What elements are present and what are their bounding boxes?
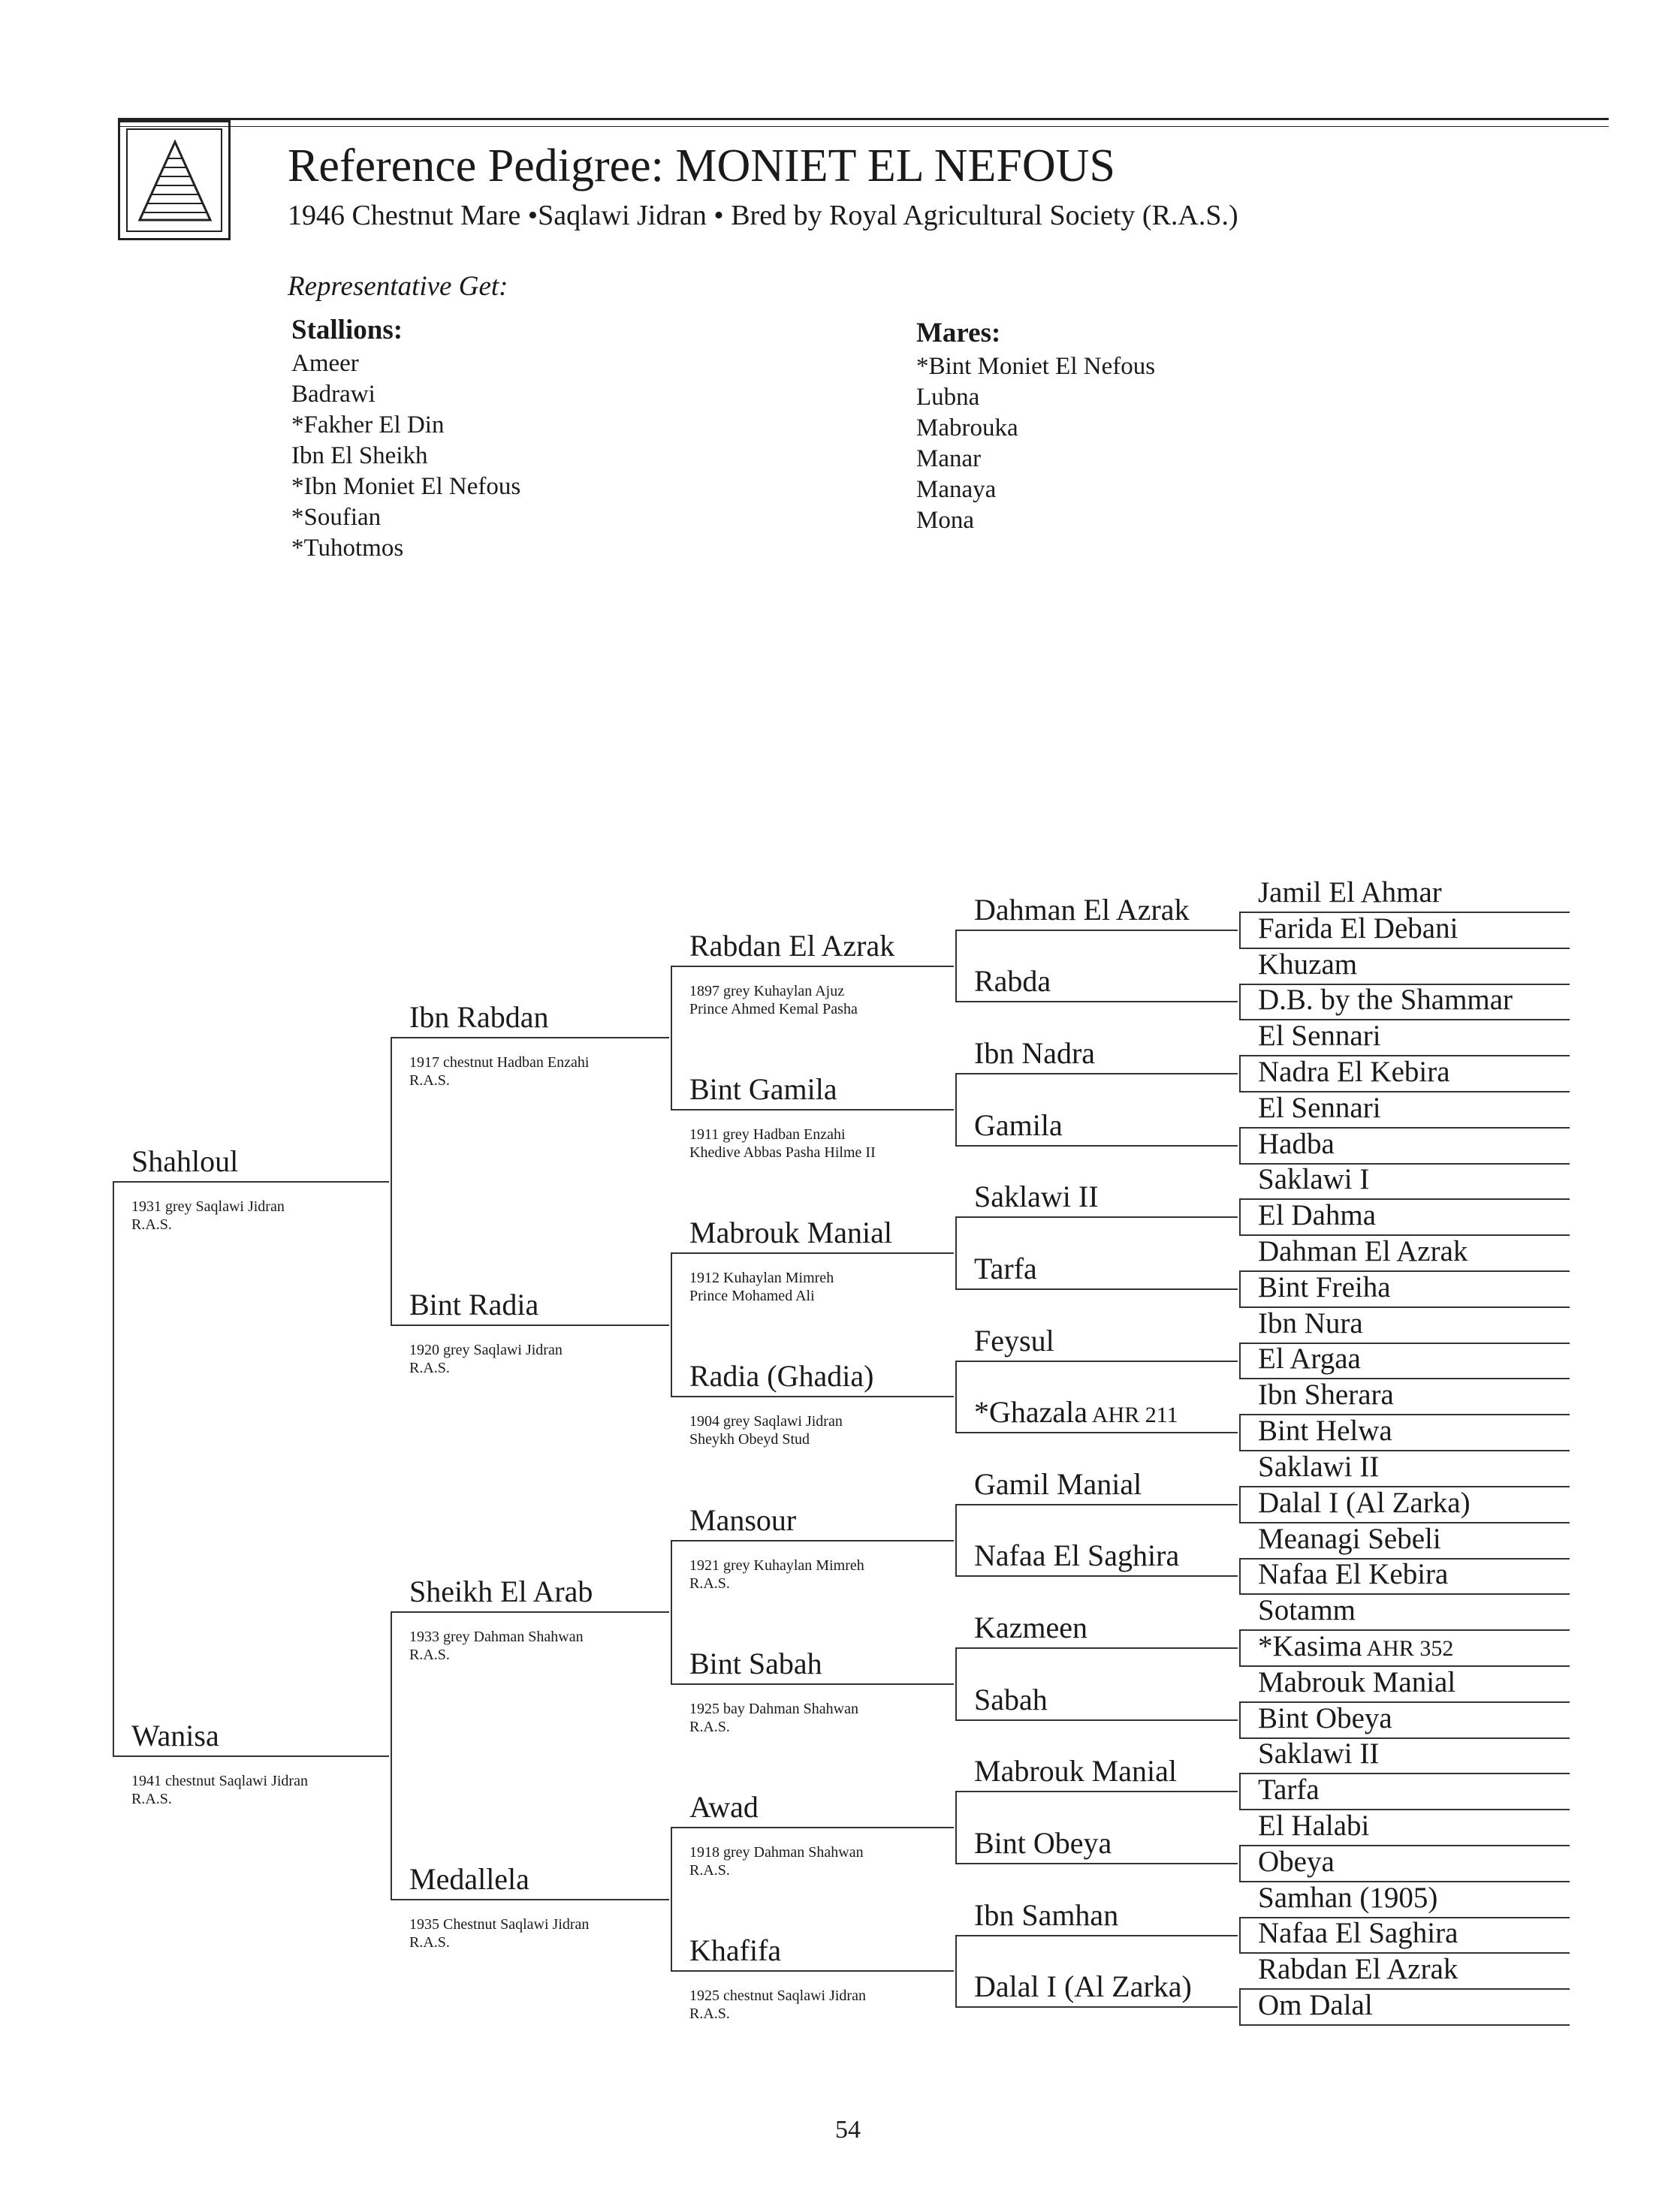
pedigree-horse-name bbox=[1258, 1344, 1361, 1373]
horse-name-text: Saklawi II bbox=[1258, 1737, 1380, 1770]
horse-name-text: Ibn Nadra bbox=[974, 1036, 1096, 1070]
pedigree-horse-name bbox=[1258, 1237, 1467, 1266]
detail-line: R.A.S. bbox=[689, 1719, 730, 1735]
pedigree-horse-name bbox=[1258, 1057, 1450, 1086]
pedigree-connector-line bbox=[955, 1935, 1238, 1936]
horse-name-text: Bint Freiha bbox=[1258, 1271, 1391, 1303]
registration-suffix: AHR 211 bbox=[1087, 1403, 1178, 1427]
pedigree-horse-detail bbox=[689, 1126, 876, 1162]
page-number: 54 bbox=[835, 2116, 861, 2144]
list-item: Badrawi bbox=[291, 381, 376, 408]
pedigree-connector-line bbox=[955, 1288, 1238, 1290]
horse-name-text: Ibn Nura bbox=[1258, 1307, 1363, 1340]
detail-line: 1941 chestnut Saqlawi Jidran bbox=[131, 1773, 308, 1789]
list-item: *Fakher El Din bbox=[291, 411, 445, 438]
detail-line: 1925 chestnut Saqlawi Jidran bbox=[689, 1987, 866, 2004]
pedigree-horse-detail bbox=[131, 1772, 308, 1808]
pedigree-horse-name bbox=[974, 1969, 1192, 2003]
pedigree-horse-name bbox=[974, 1756, 1177, 1786]
pedigree-horse-name bbox=[1258, 1918, 1458, 1948]
detail-line: R.A.S. bbox=[131, 1216, 172, 1233]
horse-name-text: Saklawi II bbox=[1258, 1451, 1380, 1483]
horse-name-text: Rabdan El Azrak bbox=[689, 929, 895, 963]
horse-name-text: Tarfa bbox=[974, 1252, 1037, 1285]
list-item: *Bint Moniet El Nefous bbox=[916, 353, 1156, 380]
list-item: *Ibn Moniet El Nefous bbox=[291, 473, 521, 500]
pedigree-horse-name bbox=[1258, 878, 1442, 907]
pedigree-horse-name bbox=[689, 1505, 796, 1535]
header-rule-thin bbox=[118, 126, 1609, 127]
pedigree-horse-detail bbox=[409, 1341, 563, 1377]
horse-name-text: Mabrouk Manial bbox=[1258, 1666, 1456, 1698]
pedigree-horse-name bbox=[409, 1002, 549, 1032]
pedigree-connector-line bbox=[1239, 1629, 1241, 1667]
pedigree-connector-line bbox=[955, 1504, 1238, 1505]
detail-line: 1920 grey Saqlawi Jidran bbox=[409, 1342, 563, 1358]
representative-get-label: Representative Get: bbox=[288, 271, 508, 302]
horse-name-text: Nafaa El Saghira bbox=[1258, 1917, 1458, 1949]
pedigree-connector-line bbox=[955, 1647, 957, 1721]
pedigree-horse-name bbox=[1258, 1380, 1394, 1409]
horse-name-text: *Ghazala bbox=[974, 1395, 1088, 1429]
list-item: Lubna bbox=[916, 384, 980, 411]
horse-name-text: Ibn Samhan bbox=[974, 1898, 1119, 1932]
horse-name-text: Dahman El Azrak bbox=[974, 893, 1190, 927]
pedigree-horse-name bbox=[689, 1074, 837, 1104]
detail-line: R.A.S. bbox=[409, 1647, 450, 1663]
horse-name-text: Dalal I (Al Zarka) bbox=[974, 1969, 1192, 2003]
horse-name-text: Dahman El Azrak bbox=[1258, 1235, 1468, 1267]
pedigree-horse-name bbox=[974, 1326, 1054, 1356]
pedigree-connector-line bbox=[113, 1181, 389, 1183]
pedigree-connector-line bbox=[955, 1145, 1238, 1147]
pedigree-horse-name bbox=[1258, 1416, 1392, 1445]
horse-name-text: Mansour bbox=[689, 1503, 797, 1537]
horse-name-text: Jamil El Ahmar bbox=[1258, 876, 1442, 909]
horse-name-text: Khafifa bbox=[689, 1933, 782, 1967]
detail-line: 1911 grey Hadban Enzahi bbox=[689, 1126, 846, 1143]
list-item: Mona bbox=[916, 507, 974, 534]
horse-name-text: Rabdan El Azrak bbox=[1258, 1953, 1458, 1985]
horse-name-text: El Argaa bbox=[1258, 1343, 1361, 1375]
horse-name-text: Hadba bbox=[1258, 1128, 1335, 1160]
pedigree-horse-name bbox=[1258, 1954, 1458, 1984]
horse-name-text: Samhan (1905) bbox=[1258, 1882, 1438, 1914]
pedigree-horse-name bbox=[1258, 1739, 1379, 1768]
pedigree-connector-line bbox=[671, 1252, 954, 1254]
list-item: *Tuhotmos bbox=[291, 535, 404, 562]
mares-list bbox=[916, 351, 1155, 536]
pedigree-horse-detail bbox=[409, 1915, 589, 1951]
horse-name-text: Kazmeen bbox=[974, 1611, 1088, 1644]
pedigree-horse-name bbox=[1258, 1093, 1381, 1123]
detail-line: Prince Mohamed Ali bbox=[689, 1288, 815, 1304]
pedigree-connector-line bbox=[1239, 1486, 1241, 1523]
pedigree-connector-line bbox=[113, 1755, 389, 1757]
horse-name-text: Meanagi Sebeli bbox=[1258, 1523, 1441, 1555]
pedigree-connector-line bbox=[955, 930, 1238, 931]
pedigree-horse-name bbox=[131, 1721, 219, 1751]
pedigree-horse-name bbox=[409, 1577, 593, 1607]
pedigree-connector-line bbox=[671, 1540, 672, 1685]
pedigree-connector-line bbox=[1239, 1343, 1241, 1379]
list-item: *Soufian bbox=[291, 504, 382, 531]
list-item: Manar bbox=[916, 445, 982, 472]
pedigree-connector-line bbox=[955, 1504, 957, 1577]
horse-name-text: Gamila bbox=[974, 1108, 1063, 1142]
horse-name-text: Bint Sabah bbox=[689, 1647, 822, 1680]
pedigree-connector-line bbox=[671, 1396, 954, 1397]
list-item: Ameer bbox=[291, 350, 359, 377]
pedigree-horse-name bbox=[1258, 1883, 1437, 1912]
pedigree-horse-detail bbox=[689, 982, 858, 1018]
detail-line: 1933 grey Dahman Shahwan bbox=[409, 1629, 584, 1645]
pedigree-connector-line bbox=[955, 1216, 1238, 1218]
pedigree-connector-line bbox=[391, 1037, 669, 1038]
detail-line: R.A.S. bbox=[409, 1360, 450, 1376]
horse-name-text: Wanisa bbox=[131, 1719, 219, 1752]
detail-line: 1897 grey Kuhaylan Ajuz bbox=[689, 983, 845, 999]
pedigree-connector-line bbox=[955, 2006, 1238, 2008]
horse-name-text: Sabah bbox=[974, 1683, 1048, 1716]
pedigree-horse-name bbox=[974, 895, 1190, 925]
pedigree-connector-line bbox=[955, 1361, 1238, 1362]
horse-name-text: Saklawi I bbox=[1258, 1163, 1370, 1195]
horse-name-text: Khuzam bbox=[1258, 948, 1358, 981]
pedigree-horse-detail bbox=[689, 1557, 864, 1593]
pedigree-connector-line bbox=[955, 1073, 1238, 1074]
pedigree-horse-detail bbox=[131, 1198, 285, 1234]
pedigree-horse-name bbox=[1258, 1488, 1470, 1517]
horse-name-text: Shahloul bbox=[131, 1144, 239, 1178]
horse-name-text: Bint Obeya bbox=[974, 1826, 1112, 1860]
pedigree-connector-line bbox=[1239, 1055, 1241, 1092]
pedigree-connector-line bbox=[955, 1073, 957, 1147]
pedigree-connector-line bbox=[955, 1647, 1238, 1649]
pedigree-horse-name bbox=[1258, 1524, 1441, 1554]
pedigree-horse-name bbox=[689, 1361, 873, 1391]
horse-name-text: Awad bbox=[689, 1790, 759, 1824]
detail-line: R.A.S. bbox=[689, 1575, 730, 1592]
pedigree-horse-name bbox=[1258, 1632, 1453, 1661]
stallions-heading: Stallions: bbox=[291, 315, 403, 345]
pedigree-connector-line bbox=[391, 1324, 669, 1326]
pedigree-connector-line bbox=[671, 1970, 954, 1972]
pedigree-connector-line bbox=[1239, 1701, 1241, 1739]
horse-name-text: Bint Helwa bbox=[1258, 1415, 1392, 1447]
horse-name-text: Mabrouk Manial bbox=[974, 1754, 1177, 1788]
detail-line: Prince Ahmed Kemal Pasha bbox=[689, 1001, 858, 1017]
pedigree-horse-name bbox=[1258, 985, 1513, 1014]
detail-line: R.A.S. bbox=[689, 2006, 730, 2022]
pedigree-connector-line bbox=[671, 966, 672, 1111]
detail-line: R.A.S. bbox=[689, 1862, 730, 1879]
horse-name-text: Bint Radia bbox=[409, 1288, 539, 1321]
horse-name-text: El Dahma bbox=[1258, 1199, 1377, 1231]
horse-name-text: El Sennari bbox=[1258, 1020, 1381, 1052]
pedigree-horse-name bbox=[689, 1649, 822, 1679]
pedigree-horse-name bbox=[1258, 1560, 1448, 1589]
triangle-logo-icon bbox=[118, 120, 231, 240]
pedigree-horse-detail bbox=[689, 1843, 864, 1879]
pedigree-connector-line bbox=[1239, 1127, 1241, 1165]
pedigree-connector-line bbox=[955, 1361, 957, 1433]
pedigree-connector-line bbox=[391, 1037, 392, 1326]
pedigree-horse-name bbox=[1258, 1775, 1320, 1804]
pedigree-connector-line bbox=[671, 1827, 954, 1828]
pedigree-horse-detail bbox=[409, 1053, 589, 1089]
pedigree-connector-line bbox=[955, 1863, 1238, 1864]
horse-name-text: Gamil Manial bbox=[974, 1467, 1142, 1501]
detail-line: 1921 grey Kuhaylan Mimreh bbox=[689, 1557, 864, 1574]
pedigree-connector-line bbox=[391, 1899, 669, 1900]
pedigree-horse-name bbox=[974, 1469, 1142, 1499]
horse-name-text: Nadra El Kebira bbox=[1258, 1056, 1450, 1088]
pedigree-horse-name bbox=[974, 1254, 1037, 1284]
pedigree-horse-name bbox=[131, 1144, 239, 1178]
pedigree-connector-line bbox=[113, 1181, 114, 1757]
pedigree-connector-line bbox=[955, 1216, 957, 1290]
pedigree-connector-line bbox=[955, 1001, 1238, 1002]
pedigree-connector-line bbox=[955, 1575, 1238, 1577]
horse-name-text: Sotamm bbox=[1258, 1594, 1356, 1626]
pedigree-horse-name bbox=[1258, 1847, 1335, 1876]
pedigree-horse-name bbox=[974, 1108, 1063, 1142]
pedigree-connector-line bbox=[1239, 1917, 1241, 1954]
pedigree-horse-name bbox=[689, 931, 894, 961]
pedigree-horse-name bbox=[974, 1038, 1095, 1068]
pedigree-connector-line bbox=[955, 1935, 957, 2008]
header-rule-top bbox=[118, 118, 1609, 120]
pedigree-horse-name bbox=[1258, 1021, 1381, 1050]
pedigree-connector-line bbox=[1239, 1845, 1241, 1882]
pedigree-horse-name bbox=[1258, 950, 1357, 979]
pedigree-horse-name bbox=[1258, 1309, 1363, 1338]
pedigree-connector-line bbox=[671, 1827, 672, 1972]
pedigree-horse-detail bbox=[689, 1269, 834, 1305]
pedigree-horse-name bbox=[1258, 1596, 1356, 1625]
horse-name-text: Sheikh El Arab bbox=[409, 1575, 593, 1608]
pedigree-horse-name bbox=[974, 1613, 1087, 1643]
pedigree-horse-name bbox=[409, 1290, 538, 1320]
pedigree-connector-line bbox=[1239, 1270, 1241, 1308]
horse-name-text: Feysul bbox=[974, 1324, 1054, 1358]
detail-line: 1918 grey Dahman Shahwan bbox=[689, 1844, 864, 1861]
pedigree-horse-name bbox=[1258, 1668, 1455, 1697]
pedigree-connector-line bbox=[955, 1791, 957, 1864]
pedigree-horse-detail bbox=[689, 1412, 843, 1448]
pedigree-horse-name bbox=[1258, 1165, 1369, 1194]
pedigree-horse-name bbox=[974, 1685, 1048, 1715]
detail-line: 1925 bay Dahman Shahwan bbox=[689, 1701, 858, 1717]
detail-line: Khedive Abbas Pasha Hilme II bbox=[689, 1144, 876, 1161]
horse-name-text: El Sennari bbox=[1258, 1092, 1381, 1124]
pedigree-horse-name bbox=[974, 966, 1051, 996]
detail-line: R.A.S. bbox=[409, 1934, 450, 1951]
detail-line: R.A.S. bbox=[409, 1072, 450, 1089]
pedigree-horse-detail bbox=[689, 1987, 866, 2023]
pedigree-connector-line bbox=[671, 1540, 954, 1541]
horse-name-text: Tarfa bbox=[1258, 1774, 1320, 1806]
pedigree-horse-name bbox=[974, 1397, 1178, 1427]
pedigree-horse-name bbox=[974, 1182, 1099, 1212]
pedigree-horse-name bbox=[1258, 1452, 1379, 1481]
horse-name-text: Obeya bbox=[1258, 1846, 1335, 1878]
pedigree-connector-line bbox=[671, 1683, 954, 1685]
pedigree-horse-name bbox=[1258, 1273, 1391, 1302]
horse-name-text: El Halabi bbox=[1258, 1810, 1370, 1842]
horse-name-text: Bint Gamila bbox=[689, 1072, 837, 1106]
pedigree-horse-name bbox=[689, 1933, 782, 1967]
pedigree-connector-line bbox=[671, 1252, 672, 1397]
pedigree-horse-name bbox=[689, 1792, 759, 1822]
pedigree-horse-name bbox=[1258, 914, 1458, 943]
detail-line: 1904 grey Saqlawi Jidran bbox=[689, 1413, 843, 1430]
detail-line: 1917 chestnut Hadban Enzahi bbox=[409, 1054, 590, 1071]
horse-name-text: *Kasima bbox=[1258, 1630, 1362, 1662]
pedigree-horse-name bbox=[1258, 1129, 1335, 1159]
horse-name-text: Mabrouk Manial bbox=[689, 1216, 892, 1249]
pedigree-horse-name bbox=[409, 1864, 529, 1894]
pedigree-connector-line bbox=[1239, 1198, 1241, 1236]
horse-name-text: Rabda bbox=[974, 964, 1051, 998]
list-item: Manaya bbox=[916, 476, 997, 503]
pedigree-horse-detail bbox=[409, 1628, 584, 1664]
pedigree-connector-line bbox=[391, 1611, 392, 1900]
pedigree-connector-line bbox=[1239, 1558, 1241, 1595]
pedigree-connector-line bbox=[955, 1791, 1238, 1792]
horse-name-text: Ibn Sherara bbox=[1258, 1379, 1394, 1411]
pedigree-horse-name bbox=[1258, 1201, 1376, 1230]
registration-suffix: AHR 352 bbox=[1362, 1636, 1454, 1661]
detail-line: 1912 Kuhaylan Mimreh bbox=[689, 1270, 834, 1286]
pedigree-connector-line bbox=[671, 966, 954, 967]
pedigree-horse-name bbox=[974, 1900, 1118, 1930]
horse-name-text: Medallela bbox=[409, 1862, 529, 1896]
pedigree-horse-name bbox=[974, 1538, 1180, 1572]
list-item: Ibn El Sheikh bbox=[291, 442, 428, 469]
pedigree-connector-line bbox=[955, 1432, 1238, 1433]
pedigree-connector-line bbox=[1239, 1773, 1241, 1810]
detail-line: R.A.S. bbox=[131, 1791, 172, 1807]
pedigree-connector-line bbox=[1239, 2024, 1570, 2026]
pedigree-horse-name bbox=[1258, 1704, 1392, 1733]
pedigree-horse-name bbox=[1258, 1990, 1373, 2020]
horse-name-text: Farida El Debani bbox=[1258, 912, 1458, 945]
list-item: Mabrouka bbox=[916, 414, 1018, 441]
pedigree-connector-line bbox=[671, 1109, 954, 1111]
pedigree-connector-line bbox=[955, 1719, 1238, 1721]
pedigree-horse-name bbox=[1258, 1811, 1369, 1840]
pedigree-connector-line bbox=[955, 930, 957, 1002]
pedigree-connector-line bbox=[1239, 984, 1241, 1020]
pedigree-connector-line bbox=[391, 1611, 669, 1613]
detail-line: 1935 Chestnut Saqlawi Jidran bbox=[409, 1916, 590, 1933]
horse-name-text: Nafaa El Saghira bbox=[974, 1538, 1180, 1572]
detail-line: Sheykh Obeyd Stud bbox=[689, 1431, 810, 1448]
horse-name-text: Nafaa El Kebira bbox=[1258, 1558, 1449, 1590]
horse-name-text: Dalal I (Al Zarka) bbox=[1258, 1487, 1470, 1519]
page-subtitle: 1946 Chestnut Mare •Saqlawi Jidran • Bred by Royal Agricultural Society (R.A.S.) bbox=[288, 200, 1238, 231]
pedigree-connector-line bbox=[1239, 1414, 1241, 1451]
pedigree-horse-detail bbox=[689, 1700, 858, 1736]
pedigree-horse-name bbox=[974, 1828, 1112, 1858]
horse-name-text: D.B. by the Shammar bbox=[1258, 984, 1513, 1016]
horse-name-text: Bint Obeya bbox=[1258, 1702, 1392, 1734]
detail-line: 1931 grey Saqlawi Jidran bbox=[131, 1198, 285, 1215]
horse-name-text: Om Dalal bbox=[1258, 1989, 1373, 2021]
page-title: Reference Pedigree: MONIET EL NEFOUS bbox=[288, 140, 1115, 191]
horse-name-text: Ibn Rabdan bbox=[409, 1000, 549, 1034]
pedigree-connector-line bbox=[1239, 912, 1241, 949]
mares-heading: Mares: bbox=[916, 318, 1001, 348]
horse-name-text: Saklawi II bbox=[974, 1180, 1099, 1213]
pedigree-connector-line bbox=[1239, 1988, 1241, 2026]
horse-name-text: Radia (Ghadia) bbox=[689, 1359, 874, 1393]
stallions-list bbox=[291, 348, 520, 564]
pedigree-horse-name bbox=[689, 1218, 892, 1248]
